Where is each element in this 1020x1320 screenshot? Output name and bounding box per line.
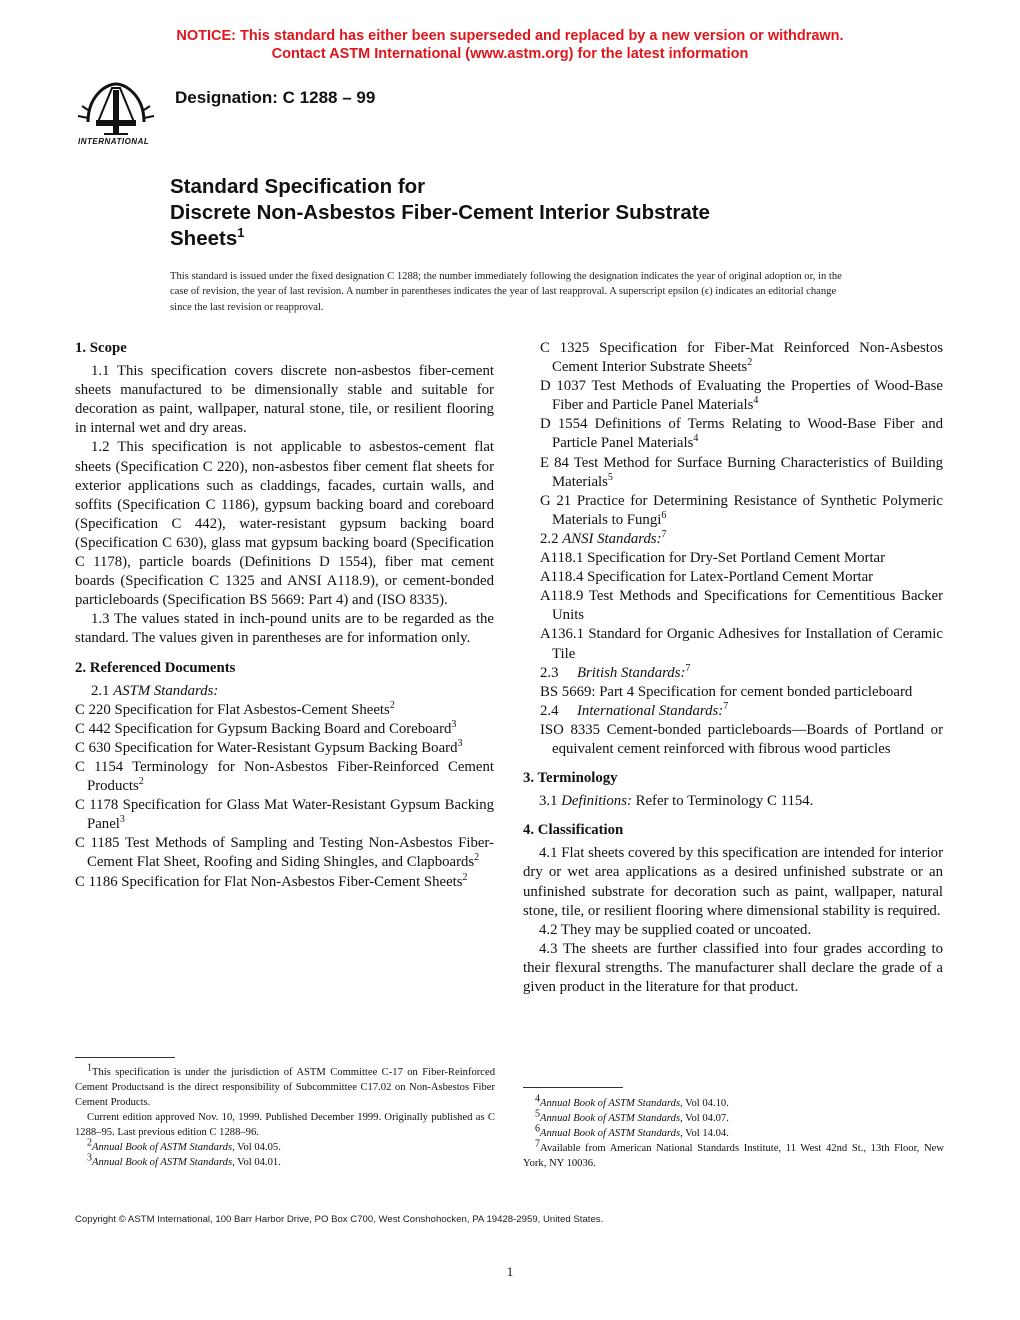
footnote-1: $^1$This specification is under the jurisdiction of ASTM Committee C-17 on Fiber-Reinforced Cement Productsand is the direct responsibility of Subcommittee C17.02 on Non-Asbestos Fiber Cement Products. bbox=[75, 1062, 495, 1108]
ref-item: E 84 Test Method for Surface Burning Characteristics of Building Materials$^5$ bbox=[540, 454, 943, 490]
para-1-2: 1.2 This specification is not applicable to asbestos-cement flat sheets (Specification C 220), non-asbestos fiber cement flat sheets for exterior applications such as claddings, facades, curtain walls, and soffits (Specification C 1186), gypsum backing board and coreboard (Specification C 442), water-resistant gypsum backing board (Specification C 630), glass mat gypsum backing board (Specification C 1178), particle boards (Definitions D 1554), fiber mat cement boards (Specification C 1325 and ANSI A118.9), or cement-bonded particleboards (Specification BS 5669: Part 4) and (ISO 8335). bbox=[75, 439, 494, 609]
copyright-line: Copyright © ASTM International, 100 Barr Harbor Drive, PO Box C700, West Conshohocken, PA 19428-2959, United States. bbox=[75, 1214, 604, 1225]
footnote-4: $^4$Annual Book of ASTM Standards, Vol 04.10. bbox=[535, 1093, 729, 1109]
page-number: 1 bbox=[506, 1264, 514, 1279]
document-title bbox=[170, 174, 870, 252]
para-1-1: 1.1 This specification covers discrete non-asbestos fiber-cement sheets manufactured to be dimensionally stable and suitable for decoration as paint, wallpaper, natural stone, tile, or resilient flooring in internal wet and dry areas. bbox=[75, 363, 494, 437]
right-column bbox=[523, 339, 943, 997]
para-4-2: 4.2 They may be supplied coated or uncoated. bbox=[539, 921, 812, 938]
footnote-1-edition: Current edition approved Nov. 10, 1999. Published December 1999. Originally published as C 1288–95. Last previous edition C 1288–96. bbox=[75, 1112, 495, 1138]
left-column bbox=[75, 339, 494, 892]
footnote-6: $^6$Annual Book of ASTM Standards, Vol 14.04. bbox=[535, 1123, 729, 1139]
title-line-2: Discrete Non-Asbestos Fiber-Cement Interior Substrate bbox=[170, 201, 710, 224]
section-heading-scope: 1. Scope bbox=[75, 340, 127, 356]
ref-item: C 630 Specification for Water-Resistant Gypsum Backing Board$^3$ bbox=[75, 737, 463, 756]
para-2-4: 2.4 International Standards:$^7$ bbox=[540, 700, 729, 719]
ref-item: G 21 Practice for Determining Resistance of Synthetic Polymeric Materials to Fungi$^6$ bbox=[540, 492, 943, 528]
footnotes-left bbox=[75, 1062, 495, 1170]
para-1-3: 1.3 The values stated in inch-pound units are to be regarded as the standard. The values given in parentheses are for information only. bbox=[75, 611, 494, 647]
para-4-3: 4.3 The sheets are further classified into four grades according to their flexural strengths. The manufacturer shall declare the grade of a given product in the literature for that product. bbox=[523, 940, 943, 995]
footnote-2: $^2$Annual Book of ASTM Standards, Vol 04.05. bbox=[87, 1137, 281, 1153]
ansi-item: A136.1 Standard for Organic Adhesives for Installation of Ceramic Tile bbox=[540, 626, 943, 662]
footnote-5: $^5$Annual Book of ASTM Standards, Vol 04.07. bbox=[535, 1108, 729, 1124]
notice-banner bbox=[0, 27, 1020, 63]
para-3-1: 3.1 Definitions: Refer to Terminology C 1154. bbox=[539, 793, 814, 810]
para-2-1: 2.1 ASTM Standards: bbox=[91, 682, 219, 699]
footnote-rule-left bbox=[75, 1057, 175, 1058]
ref-item: C 220 Specification for Flat Asbestos-Cement Sheets$^2$ bbox=[75, 699, 395, 718]
ref-item: C 1325 Specification for Fiber-Mat Reinforced Non-Asbestos Cement Interior Substrate Sheets$^2$ bbox=[540, 340, 943, 376]
footnote-7: $^7$Available from American National Standards Institute, 11 West 42nd St., 13th Floor, New York, NY 10036. bbox=[523, 1138, 944, 1169]
title-line-1: Standard Specification for bbox=[170, 175, 426, 198]
para-2-2: 2.2 ANSI Standards:$^7$ bbox=[540, 529, 667, 547]
astm-logo-mark bbox=[78, 84, 154, 134]
footnote-rule-right bbox=[523, 1087, 623, 1088]
footnote-3: $^3$Annual Book of ASTM Standards, Vol 04.01. bbox=[87, 1152, 281, 1168]
ansi-item: A118.4 Specification for Latex-Portland Cement Mortar bbox=[540, 569, 874, 586]
para-2-3: 2.3 British Standards:$^7$ bbox=[540, 662, 691, 681]
iso-item: ISO 8335 Cement-bonded particleboards—Boards of Portland or equivalent cement reinforced with fibrous wood particles bbox=[540, 721, 943, 757]
ref-item: C 1185 Test Methods of Sampling and Testing Non-Asbestos Fiber-Cement Flat Sheet, Roofing and Siding Shingles, and Clapboards$^2$ bbox=[75, 835, 494, 871]
ansi-item: A118.1 Specification for Dry-Set Portland Cement Mortar bbox=[540, 550, 886, 567]
title-footnote-ref: 1 bbox=[237, 225, 245, 241]
designation: Designation: C 1288 – 99 bbox=[175, 88, 376, 107]
notice-line-1: NOTICE: This standard has either been superseded and replaced by a new version or withdrawn. bbox=[176, 28, 844, 44]
para-4-1: 4.1 Flat sheets covered by this specification are intended for interior dry or wet area applications as a desired unfinished substrate or an unfinished substrate for decoration such as paint, wallpaper, natural stone, tile, or resilient flooring where dimensional stability is required. bbox=[523, 845, 943, 919]
section-heading-referenced-documents: 2. Referenced Documents bbox=[75, 659, 236, 676]
footnotes-right bbox=[523, 1093, 944, 1171]
ansi-item: A118.9 Test Methods and Specifications for Cementitious Backer Units bbox=[540, 588, 943, 624]
section-heading-terminology: 3. Terminology bbox=[523, 770, 618, 787]
ref-item: C 1154 Terminology for Non-Asbestos Fiber-Reinforced Cement Products$^2$ bbox=[75, 758, 494, 795]
issuance-note: This standard is issued under the fixed designation C 1288; the number immediately following the designation indicates the year of original adoption or, in the case of revision, the year of last revision. A number in parentheses indicates the year of last reapproval. A superscript epsilon (ϵ) indicates an editorial change since the last revision or reapproval. bbox=[170, 271, 842, 313]
notice-line-2: Contact ASTM International (www.astm.org) for the latest information bbox=[271, 46, 749, 62]
bs-item: BS 5669: Part 4 Specification for cement bonded particleboard bbox=[540, 683, 913, 700]
section-heading-classification: 4. Classification bbox=[523, 822, 624, 839]
ref-item: D 1037 Test Methods of Evaluating the Properties of Wood-Base Fiber and Particle Panel Materials$^4$ bbox=[540, 378, 943, 414]
ref-item: C 1178 Specification for Glass Mat Water-Resistant Gypsum Backing Panel$^3$ bbox=[75, 797, 494, 833]
ref-item: C 442 Specification for Gypsum Backing Board and Coreboard$^3$ bbox=[75, 718, 457, 737]
ref-item: C 1186 Specification for Flat Non-Asbestos Fiber-Cement Sheets$^2$ bbox=[75, 871, 468, 890]
ref-item: D 1554 Definitions of Terms Relating to Wood-Base Fiber and Particle Panel Materials$^4$ bbox=[540, 416, 943, 452]
logo-subtitle: INTERNATIONAL bbox=[78, 137, 150, 146]
title-line-3: Sheets$^1$ bbox=[170, 225, 245, 250]
